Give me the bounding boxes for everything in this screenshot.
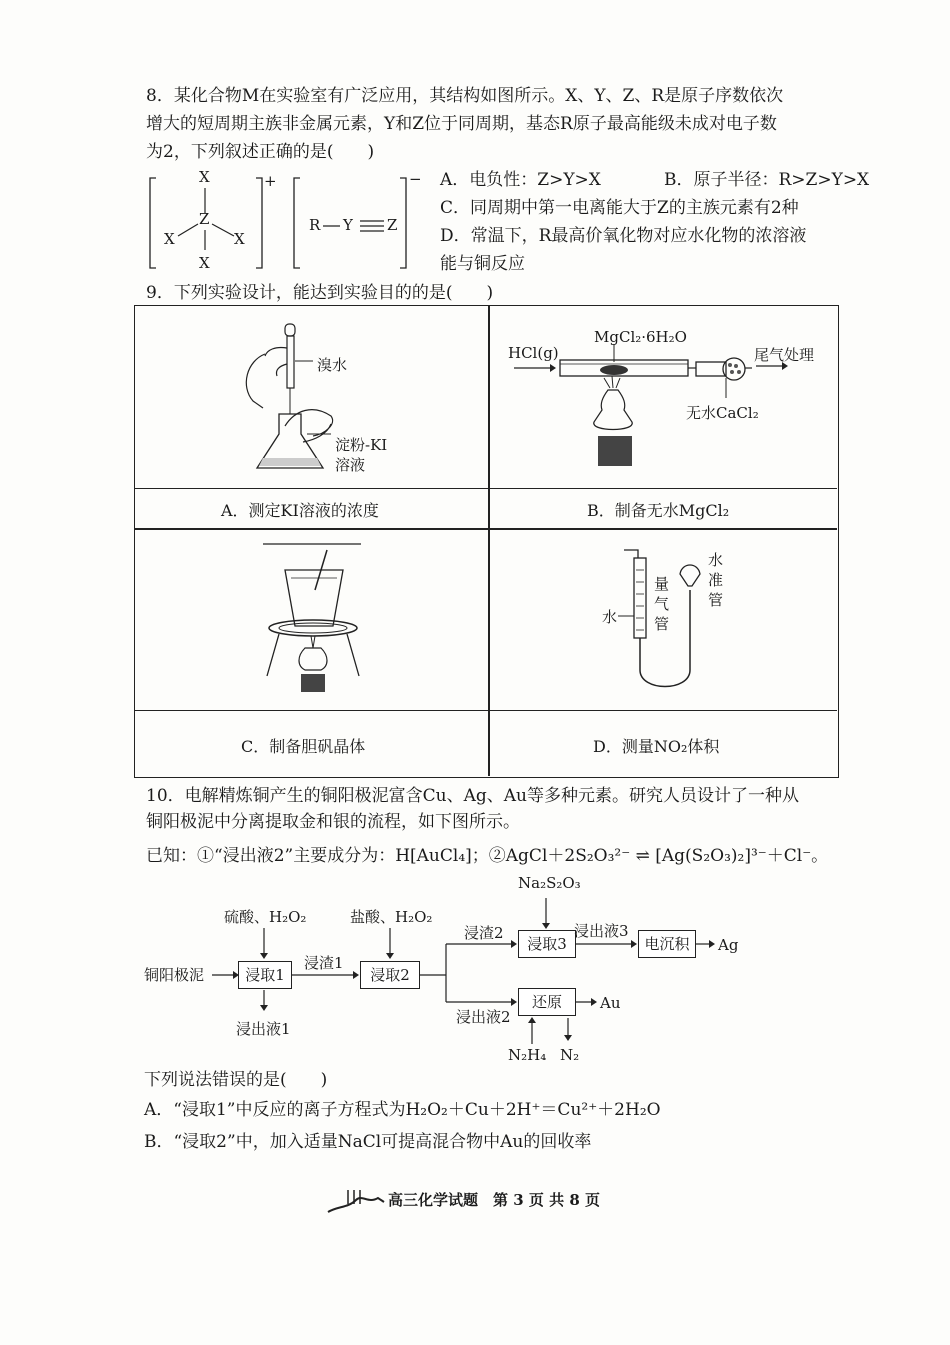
- flow-reagent-1: 硫酸、H₂O₂: [224, 908, 307, 926]
- flow-liquid-3: 浸出液3: [574, 922, 629, 940]
- table-hline-1: [135, 488, 837, 489]
- q8-line3: 为2，下列叙述正确的是( ): [146, 142, 375, 162]
- q8-line2: 增大的短周期主族非金属元素，Y和Z位于同周期，基态R原子最高能级未成对电子数: [146, 114, 777, 134]
- flow-product-ag: Ag: [718, 936, 739, 954]
- flow-reagent-2: 盐酸、H₂O₂: [350, 908, 433, 926]
- label-leveling-tube: 水准管: [708, 551, 724, 609]
- q10-flowchart: [140, 868, 820, 1068]
- footer-page-info: 高三化学试题 第 3 页 共 8 页: [388, 1191, 600, 1209]
- atom-x-left: X: [164, 230, 175, 248]
- label-tail-gas: 尾气处理: [754, 346, 815, 364]
- cation-charge: +: [264, 172, 277, 190]
- anion-charge: −: [409, 170, 422, 188]
- caption-a: A．测定KI溶液的浓度: [221, 501, 379, 520]
- label-mgcl2-hydrate: MgCl₂·6H₂O: [594, 328, 687, 346]
- atom-r: R: [309, 216, 321, 234]
- footer-scribble-mark: [326, 1186, 386, 1216]
- q10-line2: 铜阳极泥中分离提取金和银的流程，如下图所示。: [146, 812, 520, 832]
- q8-option-d: D．常温下，R最高价氧化物对应水化物的浓溶液: [440, 226, 807, 246]
- q10-known: 已知：①“浸出液2”主要成分为：H[AuCl₄]；②AgCl＋2S₂O₃²⁻ ⇌ [Ag(S₂O₃)₂]³⁻＋Cl⁻。: [146, 846, 829, 866]
- cell-c-diagram: [135, 530, 488, 710]
- flow-reagent-3: Na₂S₂O₃: [518, 874, 581, 892]
- flow-residue-1: 浸渣1: [304, 954, 344, 972]
- atom-y: Y: [343, 216, 353, 234]
- cell-b-diagram: [490, 306, 837, 488]
- flow-reductant: N₂H₄: [508, 1046, 547, 1064]
- q8-option-a: A．电负性：Z>Y>X: [440, 170, 601, 190]
- atom-z-anion: Z: [387, 216, 398, 234]
- flow-start: 铜阳极泥: [144, 966, 205, 984]
- q8-option-c: C．同周期中第一电离能大于Z的主族元素有2种: [440, 198, 799, 218]
- caption-d: D．测量NO₂体积: [593, 737, 720, 756]
- label-anhydrous-cacl2: 无水CaCl₂: [686, 404, 759, 422]
- label-gas-burette: 量气管: [654, 575, 670, 633]
- compound-m-structure: [148, 168, 433, 276]
- caption-c: C．制备胆矾晶体: [241, 737, 366, 756]
- atom-x-right: X: [234, 230, 245, 248]
- q9-stem: 9．下列实验设计，能达到实验目的的是( ): [146, 283, 494, 303]
- atom-x-top: X: [199, 168, 210, 186]
- cell-d-diagram: [490, 530, 837, 710]
- q10-option-b: B．“浸取2”中，加入适量NaCl可提高混合物中Au的回收率: [144, 1132, 592, 1152]
- atom-z-center: Z: [199, 210, 210, 228]
- box-electrodeposition: 电沉积: [638, 930, 696, 958]
- flow-residue-2: 浸渣2: [464, 924, 504, 942]
- q10-line1: 10．电解精炼铜产生的铜阳极泥富含Cu、Ag、Au等多种元素。研究人员设计了一种从: [146, 786, 799, 806]
- q8-option-b: B．原子半径：R>Z>Y>X: [664, 170, 870, 190]
- box-leach-3: 浸取3: [518, 930, 576, 958]
- label-starch-ki: 淀粉-KI: [335, 436, 388, 454]
- q10-option-a: A．“浸取1”中反应的离子方程式为H₂O₂＋Cu＋2H⁺＝Cu²⁺＋2H₂O: [144, 1100, 661, 1120]
- caption-b: B．制备无水MgCl₂: [587, 501, 730, 520]
- flow-liquid-2: 浸出液2: [456, 1008, 511, 1026]
- q8-line1: 8．某化合物M在实验室有广泛应用，其结构如图所示。X、Y、Z、R是原子序数依次: [146, 86, 784, 106]
- flow-product-au: Au: [600, 994, 621, 1012]
- label-bromine-water: 溴水: [317, 356, 348, 374]
- box-reduction: 还原: [518, 988, 576, 1016]
- box-leach-1: 浸取1: [238, 961, 292, 989]
- atom-x-bottom: X: [199, 254, 210, 272]
- q8-option-d-cont: 能与铜反应: [440, 254, 525, 274]
- flow-gas: N₂: [560, 1046, 580, 1064]
- q9-experiment-table: [134, 305, 839, 778]
- box-leach-2: 浸取2: [360, 961, 420, 989]
- table-hline-3: [135, 710, 837, 711]
- label-water: 水: [602, 608, 618, 626]
- label-hcl-gas: HCl(g): [508, 344, 559, 362]
- q10-ask: 下列说法错误的是( ): [144, 1070, 328, 1090]
- label-solution: 溶液: [335, 456, 366, 474]
- cell-a-diagram: [135, 306, 488, 488]
- flow-liquid-1: 浸出液1: [236, 1020, 291, 1038]
